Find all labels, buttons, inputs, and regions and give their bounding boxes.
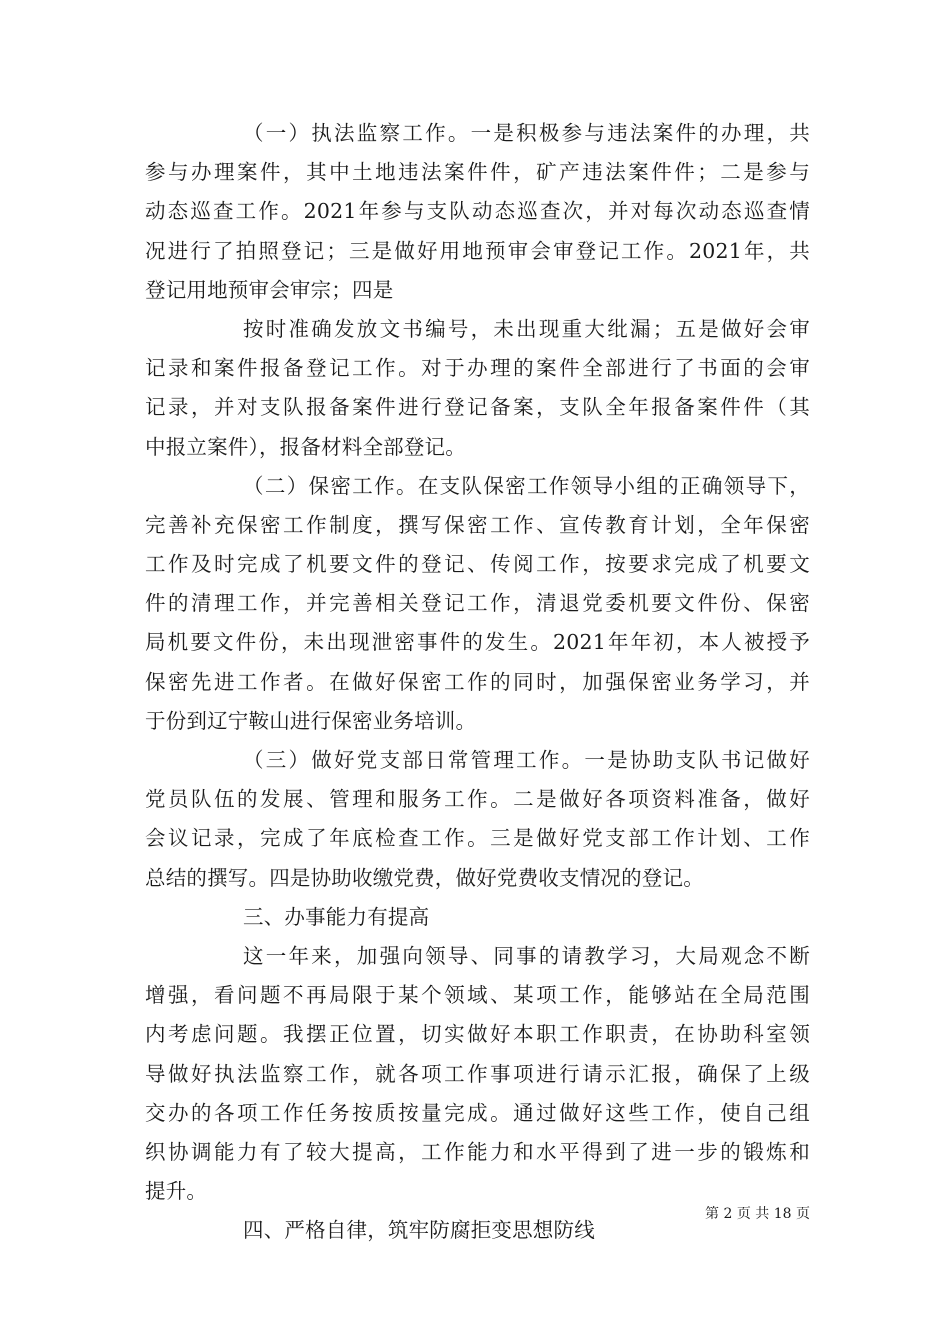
para-party-branch <box>145 741 810 898</box>
text-line: （一）执法监察工作。一是积极参与违法案件的办理，共 <box>243 121 810 145</box>
text-line: 织协调能力有了较大提高，工作能力和水平得到了进一步的锻炼和 <box>145 1139 810 1164</box>
text-line: 内考虑问题。我摆正位置，切实做好本职工作职责，在协助科室领 <box>145 1022 810 1047</box>
text-line: 按时准确发放文书编号，未出现重大纰漏；五是做好会审 <box>243 316 810 341</box>
text-line: 况进行了拍照登记；三是做好用地预审会审登记工作。2021年，共 <box>145 238 810 263</box>
document-body <box>145 114 810 1250</box>
section-heading: 三、办事能力有提高 <box>243 904 430 929</box>
para-confidentiality <box>145 467 810 741</box>
text-line: 导做好执法监察工作，就各项工作事项进行请示汇报，确保了上级 <box>145 1061 810 1086</box>
text-line: 件的清理工作，并完善相关登记工作，清退党委机要文件份、保密 <box>145 591 810 616</box>
page-number: 第 2 页 共 18 页 <box>705 1206 810 1222</box>
text-line: 记录和案件报备登记工作。对于办理的案件全部进行了书面的会审 <box>145 356 810 381</box>
text-line: 于份到辽宁鞍山进行保密业务培训。 <box>145 708 477 733</box>
text-line: 会议记录，完成了年底检查工作。三是做好党支部工作计划、工作 <box>145 826 810 851</box>
text-line: 党员队伍的发展、管理和服务工作。二是做好各项资料准备，做好 <box>145 787 810 812</box>
section-heading: 四、严格自律，筑牢防腐拒变思想防线 <box>243 1218 595 1243</box>
text-line: 交办的各项工作任务按质按量完成。通过做好这些工作，使自己组 <box>145 1100 810 1125</box>
text-line: 记录，并对支队报备案件进行登记备案，支队全年报备案件件（其 <box>145 395 810 420</box>
text-line: 保密先进工作者。在做好保密工作的同时，加强保密业务学习，并 <box>145 669 810 694</box>
text-line: 完善补充保密工作制度，撰写保密工作、宣传教育计划，全年保密 <box>145 512 810 537</box>
heading-ability <box>145 898 810 937</box>
para-enforcement <box>145 114 810 310</box>
text-line: 参与办理案件，其中土地违法案件件，矿产违法案件件；二是参与 <box>145 160 810 185</box>
para-ability <box>145 937 810 1211</box>
text-line: 工作及时完成了机要文件的登记、传阅工作，按要求完成了机要文 <box>145 552 810 577</box>
text-line: 提升。 <box>145 1179 208 1204</box>
text-line: 总结的撰写。四是协助收缴党费，做好党费收支情况的登记。 <box>145 865 704 890</box>
para-documents <box>145 310 810 467</box>
text-line: （三）做好党支部日常管理工作。一是协助支队书记做好 <box>243 748 810 772</box>
text-line: 这一年来，加强向领导、同事的请教学习，大局观念不断 <box>243 943 810 968</box>
text-line: 局机要文件份，未出现泄密事件的发生。2021年年初，本人被授予 <box>145 630 810 655</box>
text-line: （二）保密工作。在支队保密工作领导小组的正确领导下， <box>243 473 810 498</box>
text-line: 动态巡查工作。2021年参与支队动态巡查次，并对每次动态巡查情 <box>145 199 810 224</box>
text-line: 登记用地预审会审宗；四是 <box>145 277 394 302</box>
text-line: 中报立案件），报备材料全部登记。 <box>145 434 466 459</box>
text-line: 增强，看问题不再局限于某个领域、某项工作，能够站在全局范围 <box>145 983 810 1008</box>
